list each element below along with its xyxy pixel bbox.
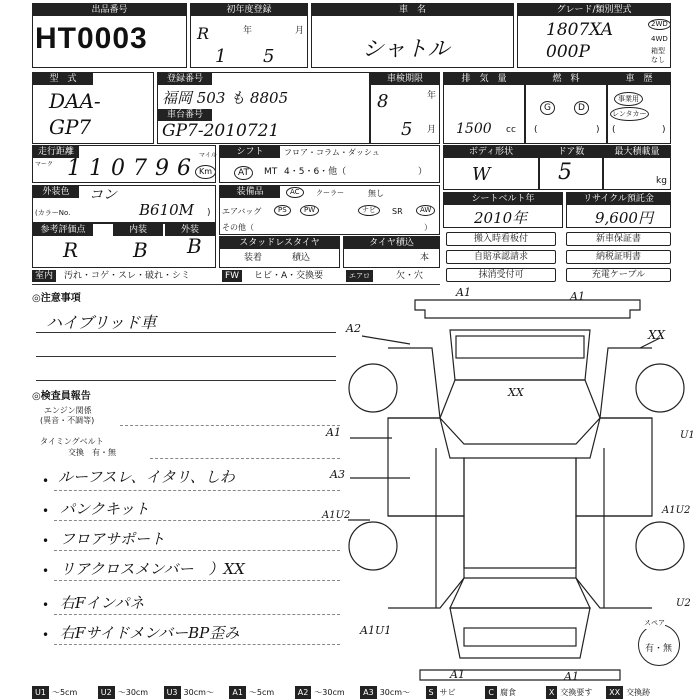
fuel-d: D [574, 101, 589, 115]
seatbelt-label: シートベルト年 [444, 193, 562, 205]
legend-interior-chip: 室内 [32, 270, 56, 282]
spare-value: 有・無 [645, 644, 673, 654]
studless-box [219, 236, 340, 268]
inspection-year-unit: 年 [427, 91, 437, 101]
usage-paren-close: ) [662, 125, 666, 135]
doc-insurance: 自賠承認請求 [446, 250, 556, 264]
doc-tax: 納税証明書 [566, 250, 671, 264]
box-kind-1: 箱型 [651, 47, 665, 55]
usage-rental: レンタカー [610, 107, 649, 121]
tire-count-unit: 本 [420, 253, 430, 263]
rear-window [450, 578, 590, 608]
caution-line-2 [36, 356, 336, 357]
mark-a1u2-right: A1U2 [662, 505, 691, 516]
right-front-fender [600, 348, 652, 418]
equipment-other: その他（ [222, 223, 254, 232]
first-registration-era: R [197, 24, 210, 43]
roof [464, 458, 576, 568]
inspection-box [370, 72, 440, 144]
footer-code-c: C [485, 686, 497, 699]
transmission-at: AT [234, 166, 253, 180]
mileage-value: 110796 [67, 156, 199, 181]
bullet-dot-3: • [42, 534, 50, 548]
mileage-unit-mile: マイル [199, 152, 217, 159]
shift-options: フロア・コラム・ダッシュ [284, 148, 380, 157]
equipment-sr: SR [392, 207, 403, 216]
front-bumper [415, 300, 640, 318]
footer-desc-xx: 交換跡 [626, 688, 651, 697]
mark-a1u1-left: A1U1 [360, 624, 392, 637]
first-registration-month-unit: 月 [295, 26, 305, 36]
color-value: コン [89, 187, 117, 203]
payload-unit: kg [656, 176, 667, 186]
legend-fw-chip: FW [222, 270, 242, 282]
mark-xx-right: XX [648, 328, 666, 342]
color-label: 外装色 [33, 186, 79, 198]
displacement-label: 排 気 量 [444, 73, 524, 85]
bullet-6: 右FサイドメンバーBP歪み [60, 624, 240, 642]
usage-business: 事業用 [614, 92, 643, 106]
mark-a2: A2 [346, 322, 361, 335]
inspector-title: ◎検査員報告 [32, 391, 91, 402]
model-box [32, 72, 154, 144]
model-1: DAA- [49, 89, 101, 113]
fuel-label: 燃 料 [526, 73, 606, 85]
body-value: W [472, 164, 491, 185]
grades-label: 参考評価点 [33, 224, 93, 236]
bullet-line-1 [54, 490, 340, 491]
color-code-label: (カラーNo. [35, 209, 71, 217]
payload-box [603, 145, 671, 190]
car-name: シャトル [362, 37, 450, 62]
bullet-dot-1: • [42, 474, 50, 488]
timing-line [150, 458, 340, 459]
tire-loaded-label: タイヤ積込 [344, 237, 439, 249]
color-box [32, 185, 216, 223]
interior-label: 内装 [113, 224, 163, 236]
left-side-rear [388, 516, 464, 608]
equipment-box [219, 185, 440, 235]
seatbelt-box [443, 192, 563, 228]
bullet-line-3 [54, 550, 340, 551]
transmission-rest: 4・5・6・他（ [284, 167, 347, 177]
mark-u2-right: U2 [676, 598, 691, 609]
hood [450, 330, 590, 380]
equipment-label: 装備品 [220, 186, 280, 198]
mileage-unit-km: Km [195, 165, 216, 179]
equipment-navi: ナビ [358, 205, 380, 216]
model-label: 型 式 [33, 73, 93, 85]
bullet-line-4 [54, 580, 340, 581]
wheel-rear-left [349, 522, 397, 570]
footer-code-s: S [426, 686, 437, 699]
footer-code-u3: U3 [164, 686, 181, 699]
footer-desc-a2: ～30cm [314, 688, 345, 697]
mark-u1-right: U1 [680, 430, 695, 441]
mark-a1-top-2: A1 [570, 290, 585, 303]
equipment-aw: AW [416, 205, 435, 216]
first-registration-year: 1 [215, 46, 227, 67]
recycle-value: 9,600円 [595, 209, 653, 227]
mileage-label: 走行距離 [33, 146, 79, 158]
fuel-paren-open: ( [534, 125, 538, 135]
doors-box [539, 145, 603, 190]
grade-label: グレード/類別型式 [518, 4, 670, 16]
doors-label: ドア数 [540, 146, 602, 158]
body-box [443, 145, 539, 190]
bullet-dot-5: • [42, 598, 50, 612]
grades-box [32, 223, 216, 268]
mark-a1u2-left: A1U2 [322, 510, 351, 521]
first-registration-year-unit: 年 [243, 26, 253, 36]
wheel-front-left [349, 364, 397, 412]
wheel-rear-right [636, 522, 684, 570]
footer-code-u2: U2 [98, 686, 115, 699]
footer-desc-u3: 30cm～ [183, 688, 214, 697]
exterior-value: B [187, 234, 202, 258]
bullet-dot-6: • [42, 628, 50, 642]
studless-label: スタッドレスタイヤ [220, 237, 339, 249]
caution-line-1 [36, 332, 336, 333]
payload-label: 最大積載量 [604, 146, 670, 158]
car-name-box [311, 3, 514, 68]
equipment-ps: PS [274, 205, 291, 216]
car-name-label: 車 名 [312, 4, 513, 16]
grades-score: R [63, 238, 79, 262]
mark-a1-bottom-2: A1 [564, 670, 579, 683]
spare-label: スペア [644, 619, 665, 627]
interior-value: B [133, 238, 148, 262]
recycle-label: リサイクル預託金 [567, 193, 670, 205]
color-code-end: ) [207, 208, 211, 218]
engine-line [120, 425, 340, 426]
footer-desc-a3: 30cm～ [379, 688, 411, 697]
doc-warranty: 新車保証書 [566, 232, 671, 246]
transmission-end: ） [418, 167, 428, 177]
inspection-label: 車検期限 [371, 73, 439, 85]
caution-1: ハイブリッド車 [46, 313, 157, 332]
bullet-3: フロアサポート [60, 530, 166, 548]
footer-legend [32, 686, 672, 699]
grade-2: 000P [546, 42, 590, 62]
fuel-g: G [540, 101, 555, 115]
footer-code-a1: A1 [229, 686, 246, 699]
displacement-unit: cc [506, 125, 516, 135]
drive-4wd: 4WD [651, 35, 668, 43]
fuel-box [525, 72, 607, 144]
lot-number: HT0003 [35, 22, 148, 55]
inspection-year: 8 [377, 91, 389, 112]
first-registration-box [190, 3, 308, 68]
right-side-rear [576, 516, 652, 608]
timing-label: タイミングベルト [40, 437, 104, 446]
legend-aero-desc: 欠・穴 [396, 271, 424, 281]
timing-sub: 交換 有・無 [68, 448, 116, 457]
chassis-number: GP7-2010721 [162, 121, 280, 141]
legend-underline [32, 284, 440, 285]
rear-lights [464, 628, 576, 646]
footer-desc-a1: ～5cm [248, 688, 275, 697]
doc-charging-cable: 充電ケーブル [566, 268, 671, 282]
wheel-front-right [636, 364, 684, 412]
seatbelt-value: 2010年 [474, 209, 528, 227]
registration-box [157, 72, 370, 144]
displacement-box [443, 72, 525, 144]
studless-loaded: 積込 [292, 253, 311, 263]
mark-line-a2 [362, 336, 410, 344]
mark-a3: A3 [330, 468, 345, 481]
doc-signboard: 搬入時看板付 [446, 232, 556, 246]
mark-a1-top-1: A1 [456, 286, 471, 299]
caution-title: ◎注意事項 [32, 293, 81, 304]
mark-xx-center: XX [508, 386, 524, 399]
first-registration-label: 初年度登録 [191, 4, 307, 16]
footer-code-a2: A2 [295, 686, 312, 699]
usage-box [607, 72, 671, 144]
model-2: GP7 [49, 115, 92, 139]
chassis-label: 車台番号 [158, 109, 212, 121]
footer-desc-c: 腐食 [500, 688, 517, 697]
first-registration-month: 5 [263, 46, 275, 67]
doors-value: 5 [558, 160, 572, 185]
bullet-line-6 [54, 644, 340, 645]
equipment-airbag: エアバッグ [222, 207, 262, 216]
equipment-none: 無し [368, 189, 384, 198]
drive-2wd: 2WD [648, 19, 671, 30]
mark-a1-left: A1 [326, 426, 341, 439]
usage-label: 車 歴 [608, 73, 670, 85]
mileage-box [32, 145, 216, 183]
usage-paren-open: ( [612, 125, 616, 135]
registration-number: 福岡 503 も 8805 [162, 89, 289, 107]
tire-loaded-box [343, 236, 440, 268]
equipment-pw: PW [300, 205, 319, 216]
footer-code-a3: A3 [360, 686, 377, 699]
lot-number-box [32, 3, 187, 68]
doc-deregistration: 抹消受付可 [446, 268, 556, 282]
bullet-dot-4: • [42, 564, 50, 578]
bullet-dot-2: • [42, 504, 50, 518]
left-front-fender [388, 348, 440, 418]
registration-label: 登録番号 [158, 73, 212, 85]
footer-desc-u2: ～30cm [117, 688, 149, 697]
hood-inner [456, 336, 584, 358]
footer-desc-s: サビ [439, 688, 456, 697]
recycle-box [566, 192, 671, 228]
engine-sub: (異音・不調等) [40, 416, 95, 425]
equipment-ac: AC [286, 187, 304, 198]
lot-number-label: 出品番号 [33, 4, 186, 16]
trunk [450, 608, 590, 658]
shift-box [219, 145, 440, 183]
footer-code-xx: XX [606, 686, 623, 699]
exterior-label: 外装 [165, 224, 215, 236]
grade-1: 1807XA [546, 20, 614, 40]
right-side-front [576, 418, 652, 516]
inspection-month-unit: 月 [427, 125, 437, 135]
shift-label: シフト [220, 146, 280, 158]
displacement-value: 1500 [456, 121, 492, 137]
transmission-mt: MT [264, 167, 278, 177]
equipment-other-end: ） [424, 223, 432, 232]
studless-equipped: 装着 [244, 253, 263, 263]
legend-interior-desc: 汚れ・コゲ・スレ・破れ・シミ [64, 271, 191, 281]
bullet-line-5 [54, 614, 340, 615]
color-code: B610M [139, 201, 195, 219]
equipment-cooler: クーラー [316, 189, 344, 197]
mark-a1-bottom-1: A1 [450, 668, 465, 681]
bullet-1: ルーフスレ、イタリ、しわ [58, 468, 235, 486]
footer-desc-u1: ～5cm [51, 688, 78, 697]
fuel-paren-close: ) [596, 125, 600, 135]
legend-aero-chip: エアロ [346, 270, 373, 282]
left-side-front [388, 418, 464, 516]
box-kind-2: なし [651, 56, 665, 64]
bullet-line-2 [54, 520, 340, 521]
bullet-4: リアクロスメンバー ）XX [60, 560, 245, 578]
footer-code-x: X [546, 686, 557, 699]
footer-code-u1: U1 [32, 686, 49, 699]
grade-box [517, 3, 671, 68]
engine-label: エンジン関係 [44, 406, 92, 415]
body-label: ボディ形状 [444, 146, 538, 158]
bullet-5: 右Fインパネ [60, 594, 145, 612]
legend-fw-desc: ヒビ・A・交換要 [254, 271, 324, 281]
bullet-2: パンクキット [60, 500, 150, 518]
footer-desc-x: 交換要す [560, 688, 593, 697]
inspection-month: 5 [401, 119, 413, 140]
mileage-mark: マーク [35, 161, 54, 168]
caution-line-3 [36, 380, 336, 381]
